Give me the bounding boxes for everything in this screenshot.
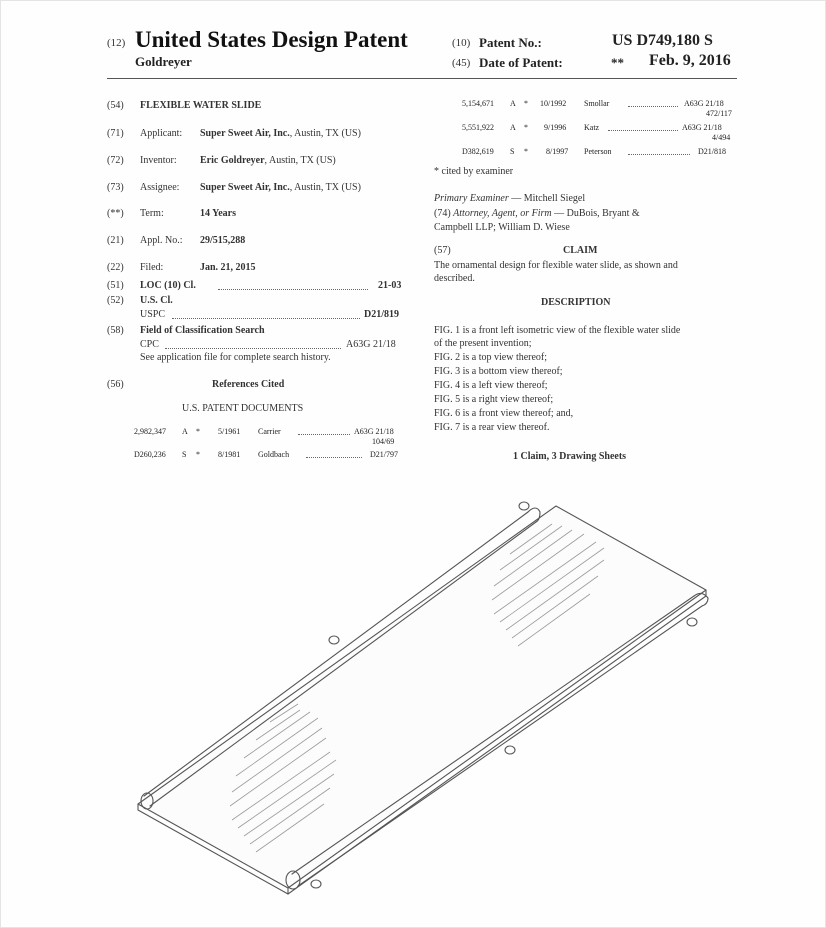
code-21: (21) (107, 235, 124, 246)
appl-value: 29/515,288 (200, 235, 246, 246)
ref-class: D21/797 (370, 450, 398, 459)
cpc-value: A63G 21/18 (346, 339, 396, 350)
date-stars: ** (611, 55, 624, 70)
ref-date: 5/1961 (218, 427, 241, 436)
attorney-line-2: Campbell LLP; William D. Wiese (434, 222, 570, 233)
ref-class: A63G 21/18 (684, 99, 724, 108)
code-71: (71) (107, 128, 124, 139)
ref-date: 9/1996 (544, 123, 567, 132)
code-term: (**) (107, 208, 124, 219)
description-line: FIG. 4 is a left view thereof; (434, 380, 548, 391)
ref-star: * (524, 99, 528, 108)
field-search-label: Field of Classification Search (140, 325, 265, 336)
code-10: (10) (452, 37, 471, 49)
filed-value: Jan. 21, 2015 (200, 262, 256, 273)
ref-kind: S (510, 147, 515, 156)
description-line: FIG. 6 is a front view thereof; and, (434, 408, 574, 419)
code-56: (56) (107, 379, 124, 390)
code-52: (52) (107, 295, 124, 306)
description-line: FIG. 3 is a bottom view thereof; (434, 366, 563, 377)
ref-num: 2,982,347 (134, 427, 166, 436)
ref-kind: A (182, 427, 188, 436)
ref-class: A63G 21/18 (682, 123, 722, 132)
ref-class: D21/818 (698, 147, 726, 156)
ref-class-2: 472/117 (706, 109, 732, 118)
ref-star: * (196, 450, 200, 459)
ref-star: * (196, 427, 200, 436)
ref-name: Carrier (258, 427, 281, 436)
assignee-value: Super Sweet Air, Inc., Austin, TX (US) (200, 182, 361, 193)
ref-num: D382,619 (462, 147, 494, 156)
ref-date: 8/1997 (546, 147, 569, 156)
claim-heading: CLAIM (563, 245, 598, 256)
ref-name: Smollar (584, 99, 610, 108)
ref-class-2: 104/69 (372, 437, 395, 446)
code-57: (57) (434, 245, 451, 256)
claim-text-1: The ornamental design for flexible water slide, as shown and (434, 260, 678, 271)
term-value: 14 Years (200, 208, 237, 219)
code-51: (51) (107, 280, 124, 291)
patent-number: US D749,180 S (612, 32, 713, 49)
patent-date: Feb. 9, 2016 (649, 52, 731, 69)
term-label: Term: (140, 208, 164, 219)
claim-text-2: described. (434, 273, 475, 284)
code-45: (45) (452, 57, 471, 69)
title-field: FLEXIBLE WATER SLIDE (140, 100, 262, 111)
ref-kind: A (510, 99, 516, 108)
applicant-label: Applicant: (140, 128, 183, 139)
description-line: FIG. 1 is a front left isometric view of the flexible water slide (434, 325, 681, 336)
code-72: (72) (107, 155, 124, 166)
cited-by-examiner: * cited by examiner (434, 166, 514, 177)
code-58: (58) (107, 325, 124, 336)
ref-num: D260,236 (134, 450, 166, 459)
see-application: See application file for complete search history. (140, 352, 331, 363)
code-54: (54) (107, 100, 124, 111)
inventor-short: Goldreyer (135, 54, 192, 69)
ref-kind: A (510, 123, 516, 132)
ref-num: 5,551,922 (462, 123, 494, 132)
loc-label: LOC (10) Cl. (140, 280, 196, 291)
drawing-sheets: 1 Claim, 3 Drawing Sheets (513, 451, 627, 462)
description-heading: DESCRIPTION (541, 297, 611, 308)
ref-class-2: 4/494 (712, 133, 731, 142)
uspc-value: D21/819 (364, 309, 399, 320)
uscl-label: U.S. Cl. (140, 295, 173, 306)
ref-class: A63G 21/18 (354, 427, 394, 436)
applicant-value: Super Sweet Air, Inc., Austin, TX (US) (200, 128, 361, 139)
inventor-label: Inventor: (140, 155, 177, 166)
attorney-line-1: (74) Attorney, Agent, or Firm — DuBois, Bryant & (434, 208, 640, 219)
us-patent-documents: U.S. PATENT DOCUMENTS (182, 403, 304, 414)
patent-title: United States Design Patent (135, 27, 408, 52)
ref-date: 8/1981 (218, 450, 241, 459)
cpc-label: CPC (140, 339, 159, 350)
description-line: FIG. 5 is a right view thereof; (434, 394, 554, 405)
ref-date: 10/1992 (540, 99, 567, 108)
assignee-label: Assignee: (140, 182, 180, 193)
ref-name: Katz (584, 123, 600, 132)
loc-value: 21-03 (378, 280, 402, 291)
code-12: (12) (107, 37, 126, 49)
primary-examiner: Primary Examiner — Mitchell Siegel (434, 193, 586, 204)
date-label: Date of Patent: (479, 55, 563, 70)
ref-name: Goldbach (258, 450, 290, 459)
description-line: FIG. 2 is a top view thereof; (434, 352, 548, 363)
ref-kind: S (182, 450, 187, 459)
appl-label: Appl. No.: (140, 235, 183, 246)
ref-num: 5,154,671 (462, 99, 494, 108)
code-73: (73) (107, 182, 124, 193)
uspc-label: USPC (140, 309, 166, 320)
filed-label: Filed: (140, 262, 164, 273)
inventor-value: Eric Goldreyer, Austin, TX (US) (200, 155, 336, 166)
references-cited: References Cited (212, 379, 285, 390)
description-line: FIG. 7 is a rear view thereof. (434, 422, 550, 433)
ref-star: * (524, 123, 528, 132)
ref-star: * (524, 147, 528, 156)
patent-no-label: Patent No.: (479, 35, 542, 50)
description-line: of the present invention; (434, 338, 532, 349)
code-22: (22) (107, 262, 124, 273)
ref-name: Peterson (584, 147, 612, 156)
